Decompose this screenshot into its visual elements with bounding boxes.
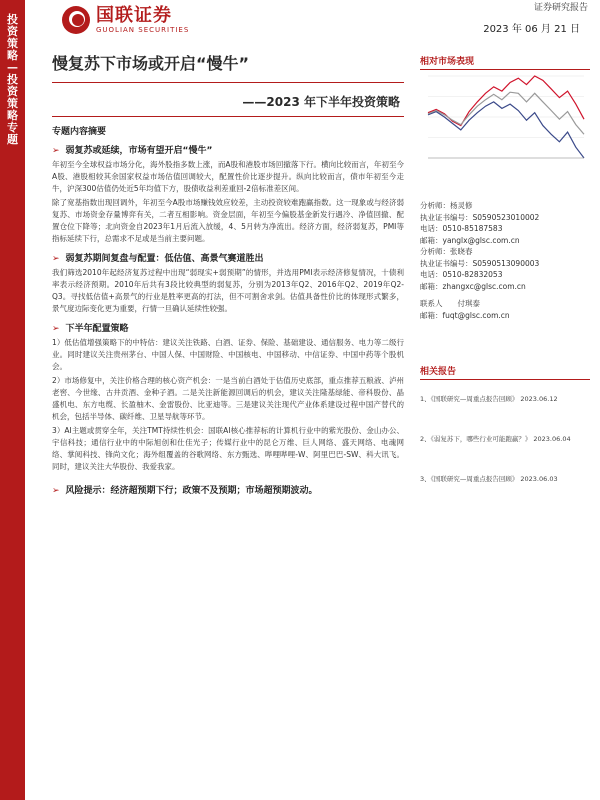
document-type: 证券研究报告 xyxy=(533,3,588,13)
section-paragraph: 我们筛选2010年起经济复苏过程中出现“弱现实+弱预期”的情形，并选用PMI表示经济修复情况，十债利率表示经济预期。2010年后共有3段比较典型的弱复苏，分别为2013年Q2、2016年Q2、2019年Q2-Q3。寻找低估值+高景气的行业是胜率更高的打法，但不可割舍求剑。估值具备性价比的体现形式繁多，景气度边际变化更为重要，行情一旦确认延续性较强。 xyxy=(52,268,404,313)
analyst-info xyxy=(420,200,590,321)
arrow-icon: ➢ xyxy=(52,146,60,156)
summary-label: 专题内容摘要 xyxy=(52,127,107,137)
analyst-line: 执业证书编号：S0590523010002 xyxy=(420,212,540,222)
analyst-line: 电话：0510-82832053 xyxy=(420,270,503,279)
arrow-icon: ➢ xyxy=(52,254,60,264)
section-heading: ➢ 弱复苏期间复盘与配置：低估值、高景气赛道胜出 xyxy=(52,254,264,264)
logo-icon xyxy=(62,6,90,34)
chart-series-line-3 xyxy=(428,92,584,134)
contact-email[interactable]: 邮箱：fuqt@glsc.com.cn xyxy=(420,310,510,320)
related-report-link[interactable]: 3、《国联研究—周重点报告回顾》 2023.06.03 xyxy=(420,475,558,483)
section-paragraph: 2）市场修复中，关注价格合理的核心资产机会：一是当前白酒处于估值历史底部，重点推荐五粮液、泸州老窖、今世缘、古井贡酒、金种子酒。二是关注新能源回调后的机会，建议关注隆基绿能、帝科股份、晶盛机电、东方电缆、长盈柚木、金雷股份、比亚迪等。三是建议关注现代产业体系建设过程中国产替代的机会，包括半导体、碳纤维、卫星导航等环节。 xyxy=(52,376,404,421)
related-reports xyxy=(420,364,590,484)
main-content xyxy=(52,124,404,499)
analyst-email[interactable]: 邮箱：yanglx@glsc.com.cn xyxy=(420,235,520,245)
related-report-link[interactable]: 2、《弱复苏下，哪些行业可能跑赢？》 2023.06.04 xyxy=(420,435,571,443)
risk-warning: ➢ 风险提示：经济超预期下行；政策不及预期；市场超预期波动。 xyxy=(52,486,318,496)
section-paragraph: 年初至今全球权益市场分化，海外股指多数上涨，而A股和港股市场回撤落下行。横向比较而言，年初至今A股、港股相较其余国家权益市场估值回调较大，配置性价比逐步提升。纵向比较而言，债市年初至今走牛，沪深300估值仍处近5年均值下方，股债收益利差重回-2倍标准差区间。 xyxy=(52,160,404,193)
section-paragraph: 除了宽基指数出现回调外，年初至今A股市场赚钱效应较差，主动投资较难跑赢指数。这一现象或与经济弱复苏、市场资金存量博弈有关，二者互相影响。资金层面，年初至今偏股基金新发行遇冷、净值回撤、配置仓位下降等；北向资金自2023年1月后流入放缓，4、5月转为净流出。经济方面，经济弱复苏，PMI等指标延续下行，总需求不足或是当前主要问题。 xyxy=(52,198,404,243)
relative-performance-chart xyxy=(420,68,590,168)
logo-name-cn: 国联证券 xyxy=(96,5,172,26)
arrow-icon: ➢ xyxy=(52,324,60,334)
related-title: 相关报告 xyxy=(420,364,590,380)
contact-line: 联系人 付琪泰 xyxy=(420,299,480,308)
section-heading: ➢ 下半年配置策略 xyxy=(52,324,129,334)
report-title: 慢复苏下市场或开启“慢牛” xyxy=(52,54,250,73)
chart-series-line-2 xyxy=(428,102,584,158)
analyst-line: 分析师：杨灵修 xyxy=(420,201,473,210)
chart-title: 相对市场表现 xyxy=(420,54,590,70)
report-date: 2023 年 06 月 21 日 xyxy=(483,24,580,35)
chart-svg xyxy=(420,68,590,168)
analyst-email[interactable]: 邮箱：zhangxc@glsc.com.cn xyxy=(420,281,526,291)
section-heading: ➢ 弱复苏或延续，市场有望开启“慢牛” xyxy=(52,146,213,156)
section-paragraph: 3）AI主题或贯穿全年，关注TMT持续性机会：国联AI核心推荐标的计算机行业中的紫光股份、金山办公、宇信科技；通信行业中的中际旭创和仕佳光子；传媒行业中的昆仑万维、巨人网络、盛天网络、电魂网络、掌阅科技、锋尚文化；海外组覆盖的谷歌网络、东方甄选、哔哩哔哩-W、阿里巴巴-SW、科大讯飞。同时，建议关注大华股份、我爱我家。 xyxy=(52,426,404,471)
arrow-icon: ➢ xyxy=(52,486,60,496)
brand-logo xyxy=(62,6,189,34)
analyst-line: 执业证书编号：S0590513090003 xyxy=(420,258,540,268)
analyst-line: 分析师：张晓春 xyxy=(420,247,473,256)
report-subtitle: ——2023 年下半年投资策略 xyxy=(242,95,400,109)
analyst-line: 电话：0510-85187583 xyxy=(420,224,503,233)
sidebar-band xyxy=(0,0,25,800)
title-divider xyxy=(52,82,404,83)
related-report-link[interactable]: 1、《国联研究—周重点报告回顾》 2023.06.12 xyxy=(420,395,558,403)
logo-name-en: GUOLIAN SECURITIES xyxy=(96,26,190,34)
section-paragraph: 1）低估值增强策略下的中特估：建议关注铁路、白酒、证券、保险、基础建设、通信服务、电力等二级行业。同时建议关注贵州茅台、中国人保、中国财险、中国核电、中国移动、中信证券、中国中药等个股机会。 xyxy=(52,338,404,371)
sidebar-category: 投资策略 — 投资策略专题 xyxy=(7,13,18,146)
subtitle-divider xyxy=(52,116,404,117)
